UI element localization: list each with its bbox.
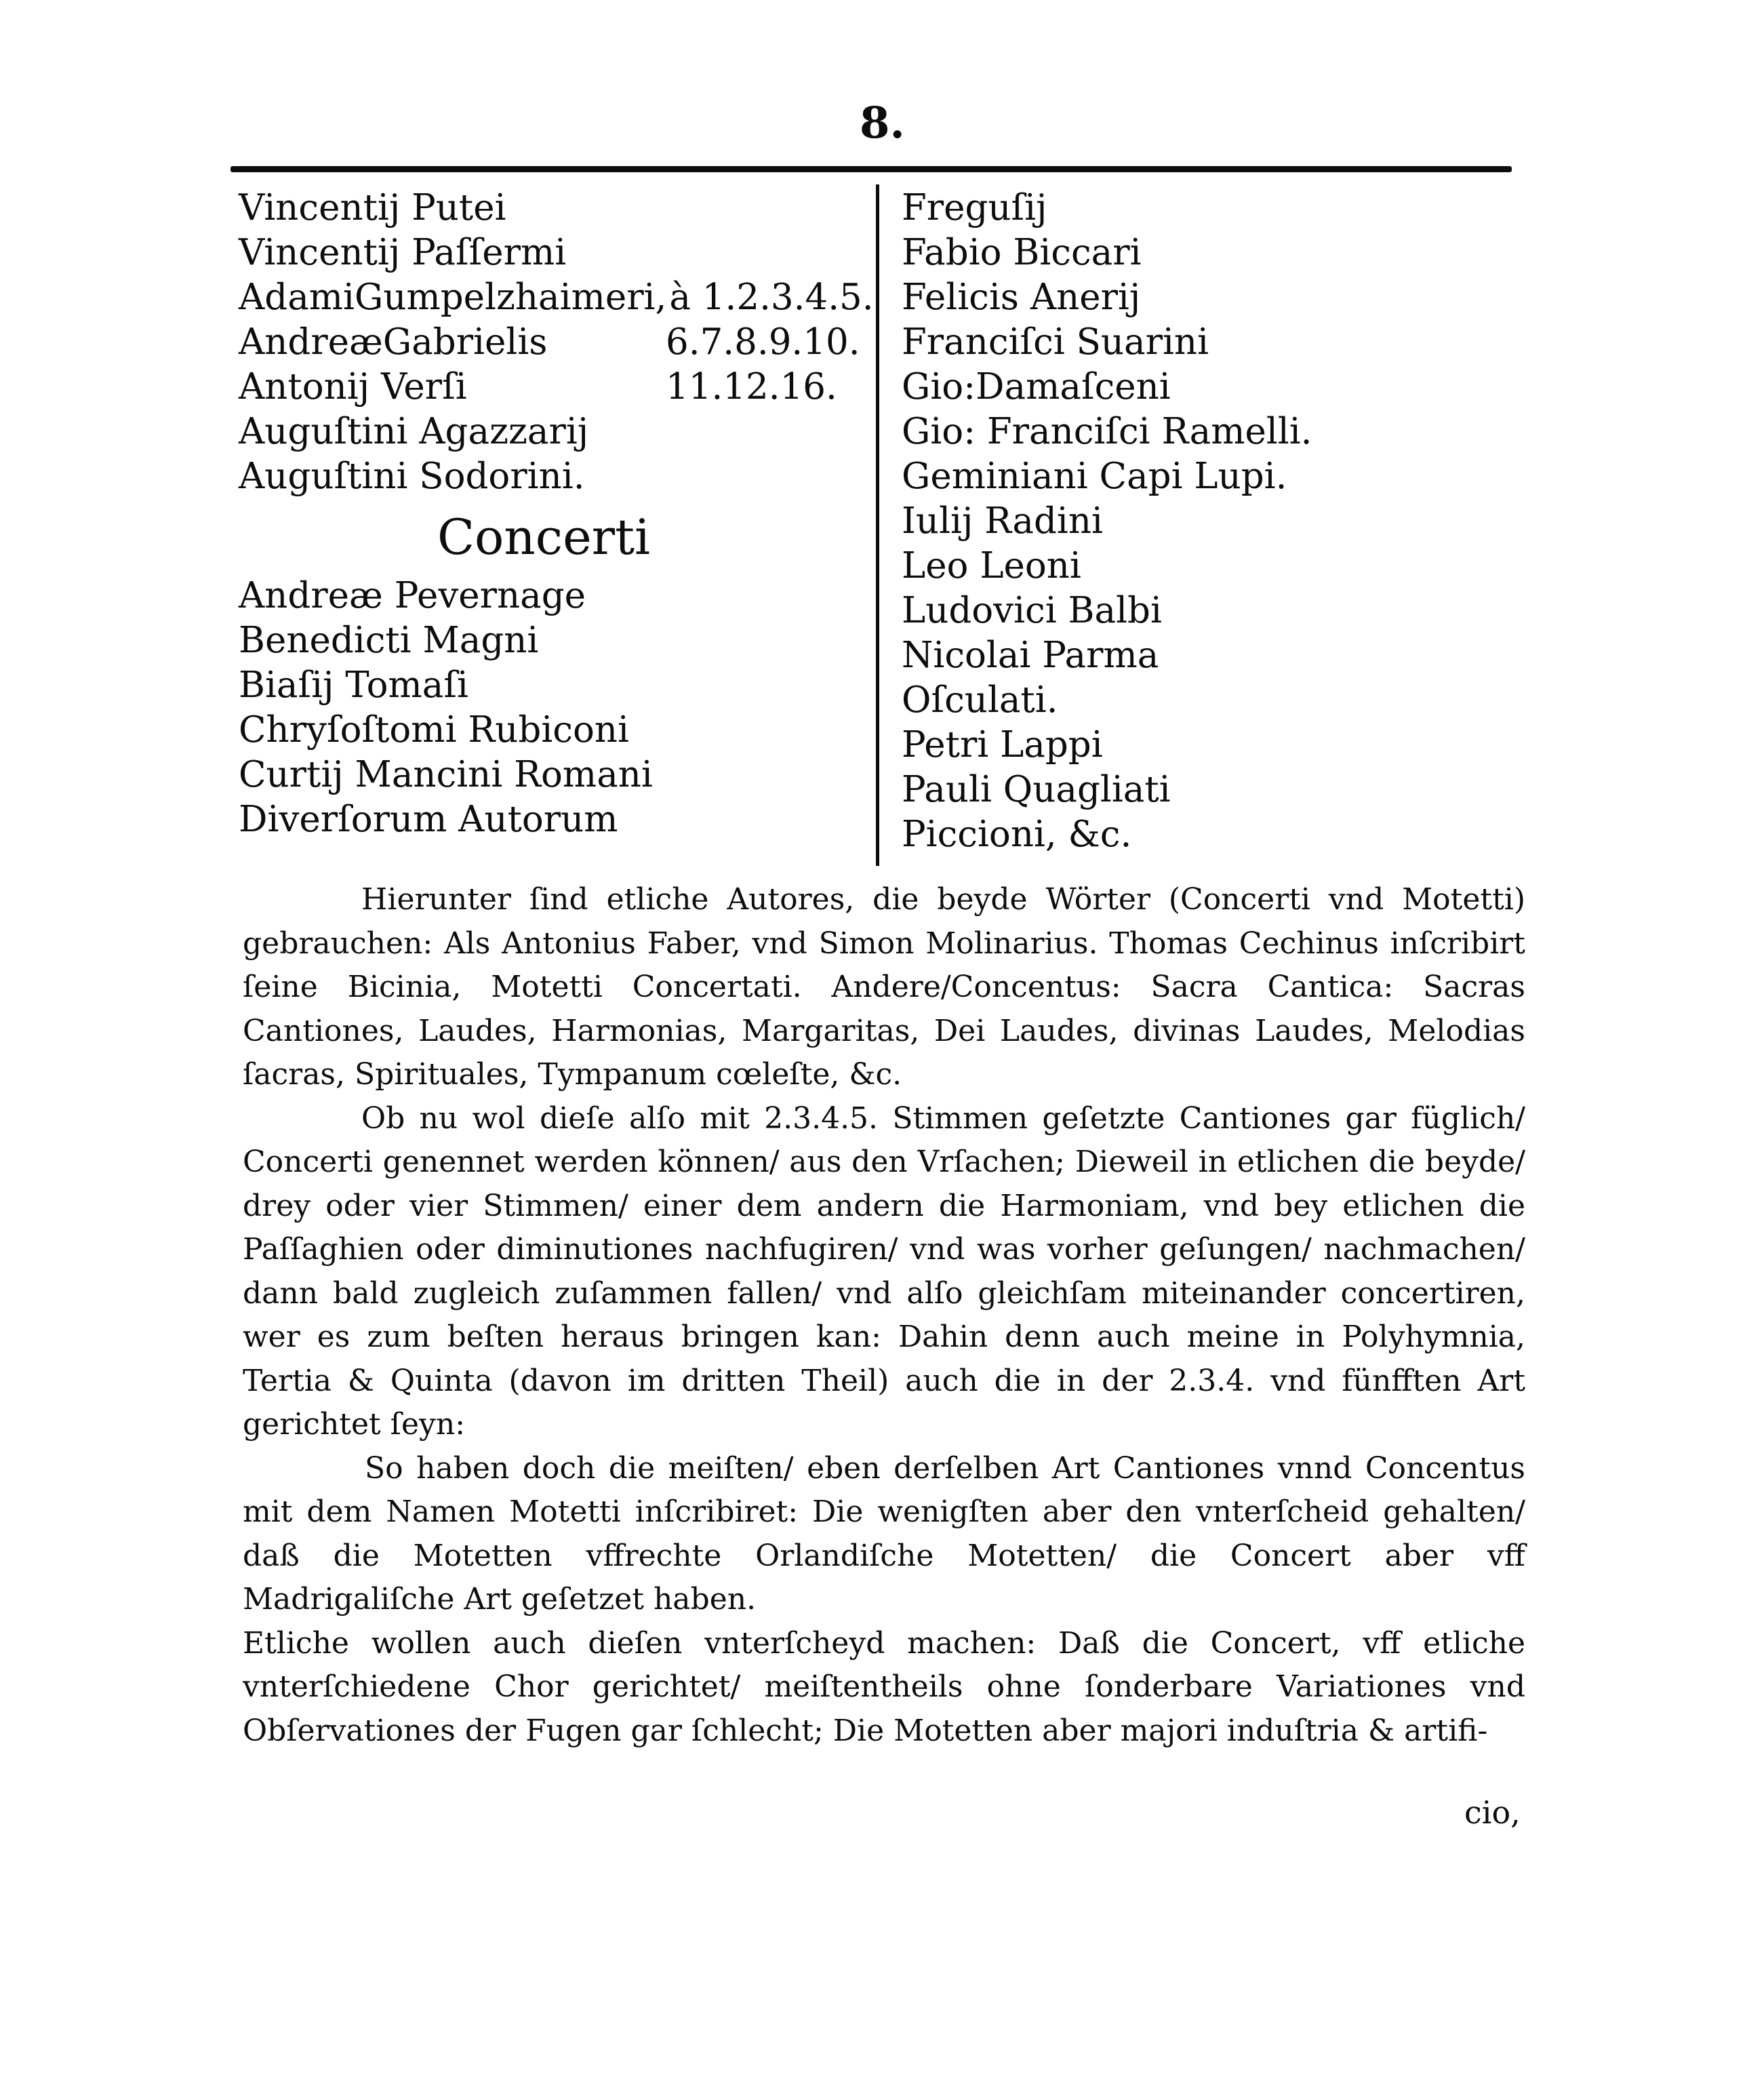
- composer-row: [239, 275, 874, 320]
- composer-row: Franciſci Suarini: [902, 321, 1209, 363]
- right-column: [902, 186, 1512, 857]
- concerti-row: [239, 663, 869, 708]
- concerti-row: [239, 753, 869, 797]
- concerti-row: [239, 797, 869, 842]
- voice-numbers: à 1.2.3.4.5.: [669, 277, 874, 318]
- composer-name: Auguſtini Agazzarij: [239, 411, 589, 452]
- composer-row: Oſculati.: [902, 679, 1058, 721]
- concerti-row: [239, 574, 869, 618]
- paragraph: So haben doch die meiſten/ eben derſelben Art Cantiones vnnd Concentus mit dem Namen Motetti inſcribiret: Die wenigſten aber den vnterſcheid gehalten/ daß die Motetten vffrechte Orlandiſche Motetten/ die Concert aber vff Madrigaliſche Art geſetzet haben.: [243, 1450, 1525, 1617]
- composer-row: [239, 454, 869, 499]
- composer-row: Freguſij: [902, 187, 1047, 229]
- header-rule: [230, 166, 1512, 172]
- composer-row: [239, 231, 869, 275]
- composer-row: Gio: Franciſci Ramelli.: [902, 411, 1312, 452]
- paragraph: Hierunter ſind etliche Autores, die beyde Wörter (Concerti vnd Motetti) gebrauchen: Als Antonius Faber, vnd Simon Molinarius. Thomas Cechinus inſcribirt ſeine Bicinia, Motetti Concertati. Andere/Concentus: Sacra Cantica: Sacras Cantiones, Laudes, Harmonias, Margaritas, Dei Laudes, divinas Laudes, Melodias ſacras, Spirituales, Tympanum cœleſte, &c.: [243, 882, 1525, 1092]
- composer-name: Antonij Verſi: [239, 366, 467, 408]
- composer-name: AdamiGumpelzhaimeri,: [239, 277, 667, 318]
- composer-row: Gio:Damaſceni: [902, 366, 1171, 408]
- page-number: 8.: [860, 98, 905, 148]
- composer-row: Petri Lappi: [902, 724, 1103, 766]
- composer-name: Vincentij Paſſermi: [239, 232, 567, 273]
- composer-row: Felicis Anerij: [902, 277, 1141, 318]
- catchword: cio,: [1464, 1794, 1521, 1831]
- column-divider: [876, 184, 879, 866]
- composer-row: [239, 410, 869, 454]
- composer-name: Benedicti Magni: [239, 620, 539, 661]
- voice-numbers: 11.12.16.: [666, 366, 837, 408]
- concerti-row: [239, 708, 869, 753]
- composer-name: Diverſorum Autorum: [239, 799, 618, 840]
- paragraph: Ob nu wol dieſe alſo mit 2.3.4.5. Stimmen geſetzte Cantiones gar füglich/ Concerti genennet werden können/ aus den Vrſachen; Dieweil in etlichen die beyde/ drey oder vier Stimmen/ einer dem andern die Harmoniam, vnd bey etlichen die Paſſaghien oder diminutiones nachfugiren/ vnd was vorher geſungen/ nachmachen/ dann bald zugleich zuſammen fallen/ vnd alſo gleichſam miteinander concertiren, wer es zum beſten heraus bringen kan: Dahin denn auch meine in Polyhymnia, Tertia & Quinta (davon im dritten Theil) auch die in der 2.3.4. vnd fünfften Art gerichtet ſeyn:: [243, 1101, 1525, 1442]
- paragraph: Etliche wollen auch dieſen vnterſcheyd machen: Daß die Concert, vff etliche vnterſchiedene Chor gerichtet/ meiſtentheils ohne ſonderbare Variationes vnd Obſervationes der Fugen gar ſchlecht; Die Motetten aber majori induſtria & artifi-: [243, 1625, 1525, 1748]
- composer-row: [239, 186, 869, 231]
- composer-row: [239, 365, 869, 410]
- composer-row: Ludovici Balbi: [902, 590, 1162, 631]
- voice-numbers: 6.7.8.9.10.: [666, 321, 860, 363]
- composer-row: Geminiani Capi Lupi.: [902, 456, 1287, 497]
- composer-name: AndreæGabrielis: [239, 321, 548, 363]
- composer-row: Pauli Quagliati: [902, 769, 1171, 810]
- composer-name: Vincentij Putei: [239, 187, 506, 229]
- concerti-heading: Concerti: [437, 509, 651, 566]
- composer-name: Andreæ Pevernage: [239, 575, 586, 616]
- composer-row: Fabio Biccari: [902, 232, 1142, 273]
- composer-name: Auguſtini Sodorini.: [239, 456, 585, 497]
- composer-name: Curtij Mancini Romani: [239, 754, 653, 795]
- composer-name: Chryſoſtomi Rubiconi: [239, 709, 629, 751]
- concerti-row: [239, 618, 869, 663]
- composer-row: Leo Leoni: [902, 545, 1081, 587]
- composer-row: Piccioni, &c.: [902, 814, 1132, 855]
- body-text: [243, 878, 1525, 1753]
- composer-row: [239, 320, 869, 365]
- composer-row: Iulij Radini: [902, 500, 1103, 542]
- composer-row: Nicolai Parma: [902, 635, 1159, 676]
- composer-name: Biaſij Tomaſi: [239, 665, 468, 706]
- left-column: [239, 186, 874, 842]
